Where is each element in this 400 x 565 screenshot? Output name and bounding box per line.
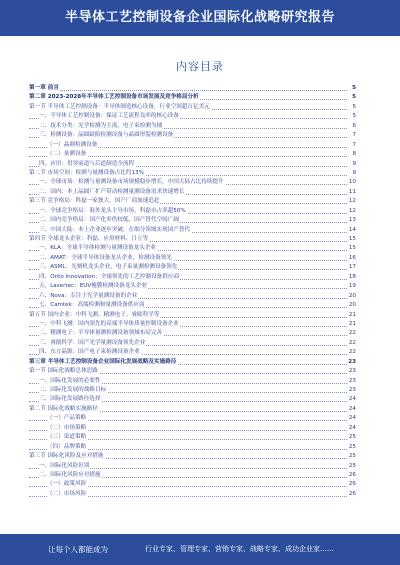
toc-entry-label: 三、睿励科学：国产光学量测设备领先企业 bbox=[39, 339, 146, 346]
toc-entry[interactable] bbox=[29, 320, 356, 329]
toc-entry[interactable] bbox=[29, 480, 356, 489]
toc-entry-label: 四、Onto Innovation：全球领先的工艺控制设备供应商 bbox=[39, 273, 180, 280]
toc-entry-page: 23 bbox=[347, 358, 356, 367]
toc-entry-page: 23 bbox=[348, 377, 356, 386]
toc-entry[interactable] bbox=[29, 235, 356, 244]
toc-leader-dots bbox=[29, 90, 347, 91]
toc-entry-label: 一、中科飞测：国内领先的高端半导体质量控制设备企业 bbox=[39, 320, 179, 327]
toc-entry-label: （一）晶圆检测设备 bbox=[47, 141, 98, 148]
toc-entry-label: 二、国际化发展的战略目标 bbox=[39, 387, 107, 393]
toc-entry-label: 第二节 市场空间：检测与量测设备占比约13% bbox=[29, 169, 144, 176]
toc-entry-page: 11 bbox=[348, 188, 356, 197]
toc-entry-page: 9 bbox=[351, 169, 356, 178]
toc-entry[interactable] bbox=[29, 131, 356, 140]
toc-entry-label: 三、国际化发展路径选择 bbox=[39, 396, 101, 403]
toc-entry-page: 18 bbox=[348, 273, 356, 282]
toc-entry[interactable] bbox=[29, 216, 356, 225]
toc-entry-page: 23 bbox=[348, 367, 356, 376]
toc-entry-label: 三、中国大陆：本土企业逐步突破，在细分领域实现国产替代 bbox=[39, 226, 191, 233]
toc-entry-page: 5 bbox=[351, 112, 356, 121]
toc-entry[interactable] bbox=[29, 377, 356, 386]
toc-entry[interactable] bbox=[29, 254, 356, 263]
footer-slogan-right: 行业专家、管理专家、营销专家、战略专家、成功企业家…… bbox=[145, 545, 334, 553]
toc-entry-label: 第二章 2023-2028年半导体工艺控制设备市场发展及竞争格局分析 bbox=[29, 94, 199, 101]
toc-entry[interactable] bbox=[29, 386, 356, 395]
toc-entry[interactable] bbox=[29, 292, 356, 301]
toc-entry-page: 25 bbox=[348, 433, 356, 442]
toc-entry-label: 二、国内竞争格局：国产化率仍较低，国产替代空间广阔 bbox=[39, 217, 179, 224]
toc-entry-page: 15 bbox=[348, 235, 356, 244]
toc-entry-label: 一、全球市场：检测与量测设备市场规模稳步增长，中国大陆占比持续提升 bbox=[39, 179, 224, 186]
toc-entry-label: 第三节 国际化风险及应对措施 bbox=[29, 453, 104, 460]
toc-entry-page: 13 bbox=[348, 216, 356, 225]
toc-entry-page: 5 bbox=[351, 103, 356, 112]
toc-entry-page: 7 bbox=[351, 131, 356, 140]
toc-entry-label: 三、ASML：光刻机龙头企业，电子束量测检测设备领先 bbox=[39, 264, 178, 271]
toc-entry-label: 第一节 国际化战略总体思路 bbox=[29, 368, 98, 375]
toc-entry[interactable] bbox=[29, 433, 356, 442]
toc-entry[interactable] bbox=[29, 348, 356, 357]
toc-entry-label: 一、全球竞争格局：海外龙头主导市场，科磊市占率超50% bbox=[39, 207, 186, 214]
toc-entry-label: 第一节 半导体工艺控制设备：半导体制造核心设备，行业空间超百亿美元 bbox=[29, 103, 210, 110]
toc-entry-label: 四、东方晶源：国产电子束检测设备企业 bbox=[39, 349, 140, 356]
toc-entry-page: 5 bbox=[351, 93, 356, 102]
toc-entry-label: 二、精测电子：半导体量测检测设备领域布局完善 bbox=[39, 330, 163, 337]
page-title: 内容目录 bbox=[176, 60, 224, 73]
toc-entry-page: 19 bbox=[348, 282, 356, 291]
toc-entry-page: 14 bbox=[348, 226, 356, 235]
toc-entry-page: 26 bbox=[348, 471, 356, 480]
toc-entry-page: 10 bbox=[348, 178, 356, 187]
report-title: 半导体工艺控制设备企业国际化战略研究报告 bbox=[64, 10, 335, 25]
header-bar bbox=[0, 0, 400, 36]
footer-bar bbox=[0, 534, 400, 565]
toc-entry-label: 二、国内：本土晶圆厂扩产带动检测量测设备需求快速增长 bbox=[39, 188, 185, 195]
toc-entry-page: 12 bbox=[348, 197, 356, 206]
toc-entry[interactable] bbox=[29, 207, 356, 216]
toc-entry-label: （二）市场策略 bbox=[47, 424, 87, 431]
toc-entry-page: 21 bbox=[348, 320, 356, 329]
toc-entry-page: 17 bbox=[348, 263, 356, 272]
toc-entry-page: 25 bbox=[348, 443, 356, 452]
toc-entry[interactable] bbox=[29, 263, 356, 272]
toc-entry-page: 22 bbox=[348, 329, 356, 338]
toc-entry[interactable] bbox=[29, 311, 356, 320]
toc-entry-page: 26 bbox=[348, 490, 356, 499]
toc-entry[interactable] bbox=[29, 395, 356, 404]
toc-entry[interactable] bbox=[29, 122, 356, 131]
toc-entry-label: 第四节 全球龙头企业：科磊、应用材料、日立等 bbox=[29, 236, 149, 242]
toc-entry-label: 二、技术分类：光学检测为主流，电子束检测为辅 bbox=[39, 122, 163, 129]
toc-entry-page: 8 bbox=[351, 150, 356, 159]
toc-entry-label: 一、国际化风险识别 bbox=[39, 462, 90, 469]
toc-entry-page: 24 bbox=[348, 395, 356, 404]
toc-entry-label: 第一章 前言 bbox=[29, 85, 59, 91]
toc-entry-page: 16 bbox=[348, 254, 356, 263]
toc-entry-label: （四）品牌策略 bbox=[47, 443, 87, 450]
toc-entry[interactable] bbox=[29, 188, 356, 197]
toc-entry-label: 七、Camtek：高端检测和量测设备供应商 bbox=[39, 302, 145, 309]
toc-entry[interactable] bbox=[29, 112, 356, 121]
toc-entry[interactable] bbox=[29, 178, 356, 187]
toc-entry[interactable] bbox=[29, 358, 356, 367]
toc-entry-page: 25 bbox=[348, 462, 356, 471]
toc-entry[interactable] bbox=[29, 160, 356, 169]
toc-entry-label: 五、Lasertec：EUV掩膜检测设备龙头企业 bbox=[39, 283, 148, 290]
toc-entry[interactable] bbox=[29, 443, 356, 452]
toc-entry-page: 23 bbox=[348, 386, 356, 395]
toc-entry-page: 24 bbox=[348, 414, 356, 423]
toc-entry-page: 21 bbox=[348, 311, 356, 320]
toc-entry-label: 六、Nova：专注于光学量测设备的企业 bbox=[39, 292, 138, 299]
toc-entry-page: 12 bbox=[348, 207, 356, 216]
toc-entry-label: 二、AMAT：全球半导体设备龙头企业，检测设备领先 bbox=[39, 254, 172, 261]
toc-entry-page: 22 bbox=[348, 348, 356, 357]
toc-entry-label: 第二节 国际化战略实施路径 bbox=[29, 405, 98, 412]
toc-entry[interactable] bbox=[29, 282, 356, 291]
toc-entry-label: 第三章 半导体工艺控制设备企业国际化发展战略及实施路径 bbox=[29, 358, 177, 365]
toc-entry-page: 20 bbox=[348, 292, 356, 301]
toc-entry[interactable] bbox=[29, 471, 356, 480]
toc-entry[interactable] bbox=[29, 424, 356, 433]
toc-entry-page: 5 bbox=[351, 84, 356, 93]
toc-entry-label: （三）渠道策略 bbox=[47, 434, 87, 441]
toc-entry[interactable] bbox=[29, 367, 356, 376]
toc-entry-label: （二）量测设备 bbox=[47, 151, 87, 158]
toc-entry[interactable] bbox=[29, 141, 356, 150]
toc-entry[interactable] bbox=[29, 150, 356, 159]
toc-entry[interactable] bbox=[29, 339, 356, 348]
toc-entry[interactable] bbox=[29, 301, 356, 310]
toc-entry-label: 四、应用：贯穿前道与后道制造全流程 bbox=[39, 160, 135, 167]
toc-entry-page: 26 bbox=[348, 480, 356, 489]
toc-entry-label: （二）市场风险 bbox=[47, 490, 87, 497]
toc-entry-label: 一、半导体工艺控制设备：保证工艺流程良率的核心设备 bbox=[39, 113, 179, 120]
toc-entry[interactable] bbox=[29, 84, 356, 93]
toc-entry-label: 二、国际化风险应对措施 bbox=[39, 471, 101, 478]
toc-entry-label: （一）政策风险 bbox=[47, 481, 87, 488]
toc-entry[interactable] bbox=[29, 244, 356, 253]
toc-entry[interactable] bbox=[29, 197, 356, 206]
toc-entry-label: 一、国际化发展的必要性 bbox=[39, 377, 101, 384]
toc-entry-page: 7 bbox=[351, 141, 356, 150]
footer-slogan-left: 让每个人都能成为 bbox=[48, 545, 108, 554]
toc-entry[interactable] bbox=[29, 93, 356, 102]
toc-entry-page: 20 bbox=[348, 301, 356, 310]
toc-entry[interactable] bbox=[29, 169, 356, 178]
toc-entry-page: 24 bbox=[348, 424, 356, 433]
toc-entry[interactable] bbox=[29, 103, 356, 112]
toc-entry-page: 22 bbox=[348, 339, 356, 348]
toc-entry[interactable] bbox=[29, 329, 356, 338]
toc-entry[interactable] bbox=[29, 226, 356, 235]
toc-entry-page: 25 bbox=[348, 452, 356, 461]
toc-entry-page: 6 bbox=[351, 122, 356, 131]
table-of-contents bbox=[29, 84, 356, 499]
toc-entry-page: 24 bbox=[348, 405, 356, 414]
toc-entry[interactable] bbox=[29, 273, 356, 282]
toc-entry[interactable] bbox=[29, 414, 356, 423]
toc-entry-label: （一）产品策略 bbox=[47, 415, 87, 422]
toc-entry-page: 15 bbox=[348, 244, 356, 253]
toc-entry-label: 一、KLA：全球半导体检测与量测设备龙头企业 bbox=[39, 245, 157, 252]
toc-entry[interactable] bbox=[29, 405, 356, 414]
toc-entry-label: 第三节 竞争格局：科磊一家独大，国产厂商加速追赶 bbox=[29, 198, 160, 205]
toc-entry[interactable] bbox=[29, 452, 356, 461]
toc-entry-label: 三、检测设备：晶圆缺陷检测设备与晶圆形貌检测设备 bbox=[39, 132, 174, 139]
toc-entry-page: 9 bbox=[351, 160, 356, 169]
toc-entry-label: 第五节 国内企业：中科飞测、精测电子、睿励科学等 bbox=[29, 311, 160, 318]
toc-entry[interactable] bbox=[29, 490, 356, 499]
toc-entry[interactable] bbox=[29, 462, 356, 471]
